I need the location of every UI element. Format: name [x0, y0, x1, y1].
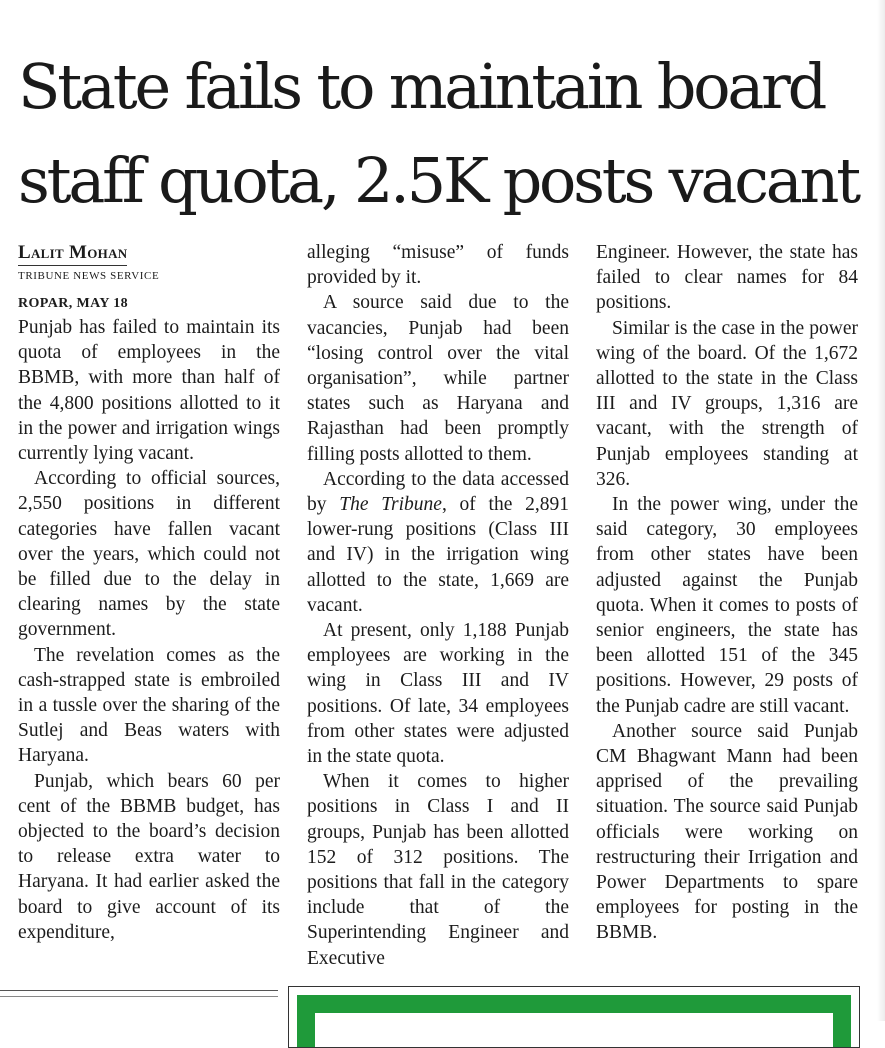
headline-line-1: State fails to maintain board — [18, 50, 825, 123]
advertisement-green-frame — [297, 995, 851, 1047]
article-column-3 — [596, 240, 858, 946]
article-column-2 — [307, 240, 569, 971]
dateline: ROPAR, MAY 18 — [18, 296, 129, 311]
paragraph: The revelation comes as the cash-strapped state is embroiled in a tussle over the sharing of the Sutlej and Beas waters with Haryana. — [18, 644, 280, 767]
paragraph: When it comes to higher positions in Class I and II groups, Punjab has been allotted 152 of 312 positions. The positions that fall in the category include that of the Superintending Engineer and Executive — [307, 771, 569, 969]
news-service: TRIBUNE NEWS SERVICE — [18, 270, 160, 282]
headline — [18, 40, 878, 228]
publication-name: The Tribune — [339, 494, 442, 516]
headline-line-2: staff quota, 2.5K posts vacant — [18, 144, 858, 217]
paragraph — [307, 467, 569, 618]
page-edge-shadow — [877, 0, 885, 1021]
bottom-divider — [0, 990, 278, 991]
paragraph: According to official sources, 2,550 positions in different categories have fallen vacant over the years, which could not be filled due to the delay in clearing names by the state government. — [18, 468, 280, 641]
advertisement-box — [288, 986, 860, 1048]
paragraph: At present, only 1,188 Punjab employees are working in the wing in Class III and IV positions. Of late, 34 employees from other states were adjusted in the state quota. — [307, 620, 569, 768]
paragraph: Another source said Punjab CM Bhagwant Mann had been apprised of the prevailing situation. The source said Punjab officials were working on restructuring their Irrigation and Power Departments to spare employees for posting in the BBMB. — [596, 720, 858, 944]
paragraph-text: , of the 2,891 lower-rung positions (Class III and IV) in the irrigation wing allotted to the state, 1,669 are vacant. — [307, 494, 569, 616]
article-column-1 — [18, 240, 280, 945]
paragraph: A source said due to the vacancies, Punjab had been “losing control over the vital organisation”, while partner states such as Haryana and Rajasthan had been promptly filling posts allotted to them. — [307, 292, 569, 465]
paragraph: In the power wing, under the said category, 30 employees from other states have been adjusted against the Punjab quota. When it comes to posts of senior engineers, the state has been allotted 151 of the 345 positions. However, 29 posts of the Punjab cadre are still vacant. — [596, 494, 858, 717]
paragraph: Punjab, which bears 60 per cent of the BBMB budget, has objected to the board’s decision to release extra water to Haryana. It had earlier asked the board to give account of its expenditure, — [18, 770, 280, 943]
paragraph: Punjab has failed to maintain its quota of employees in the BBMB, with more than half of the 4,800 positions allotted to it in the power and irrigation wings currently lying vacant. — [18, 317, 280, 465]
paragraph-text: According to the data accessed by — [307, 468, 569, 516]
paragraph: Similar is the case in the power wing of the board. Of the 1,672 allotted to the state in the Class III and IV groups, 1,316 are vacant, with the strength of Punjab employees standing at 326. — [596, 317, 858, 490]
byline: Lalit Mohan — [18, 242, 127, 266]
advertisement-inner — [315, 1013, 833, 1047]
bottom-divider-secondary — [0, 996, 278, 997]
paragraph-continued: alleging “misuse” of funds provided by it. — [307, 242, 569, 289]
paragraph-continued: Engineer. However, the state has failed to clear names for 84 positions. — [596, 242, 858, 314]
